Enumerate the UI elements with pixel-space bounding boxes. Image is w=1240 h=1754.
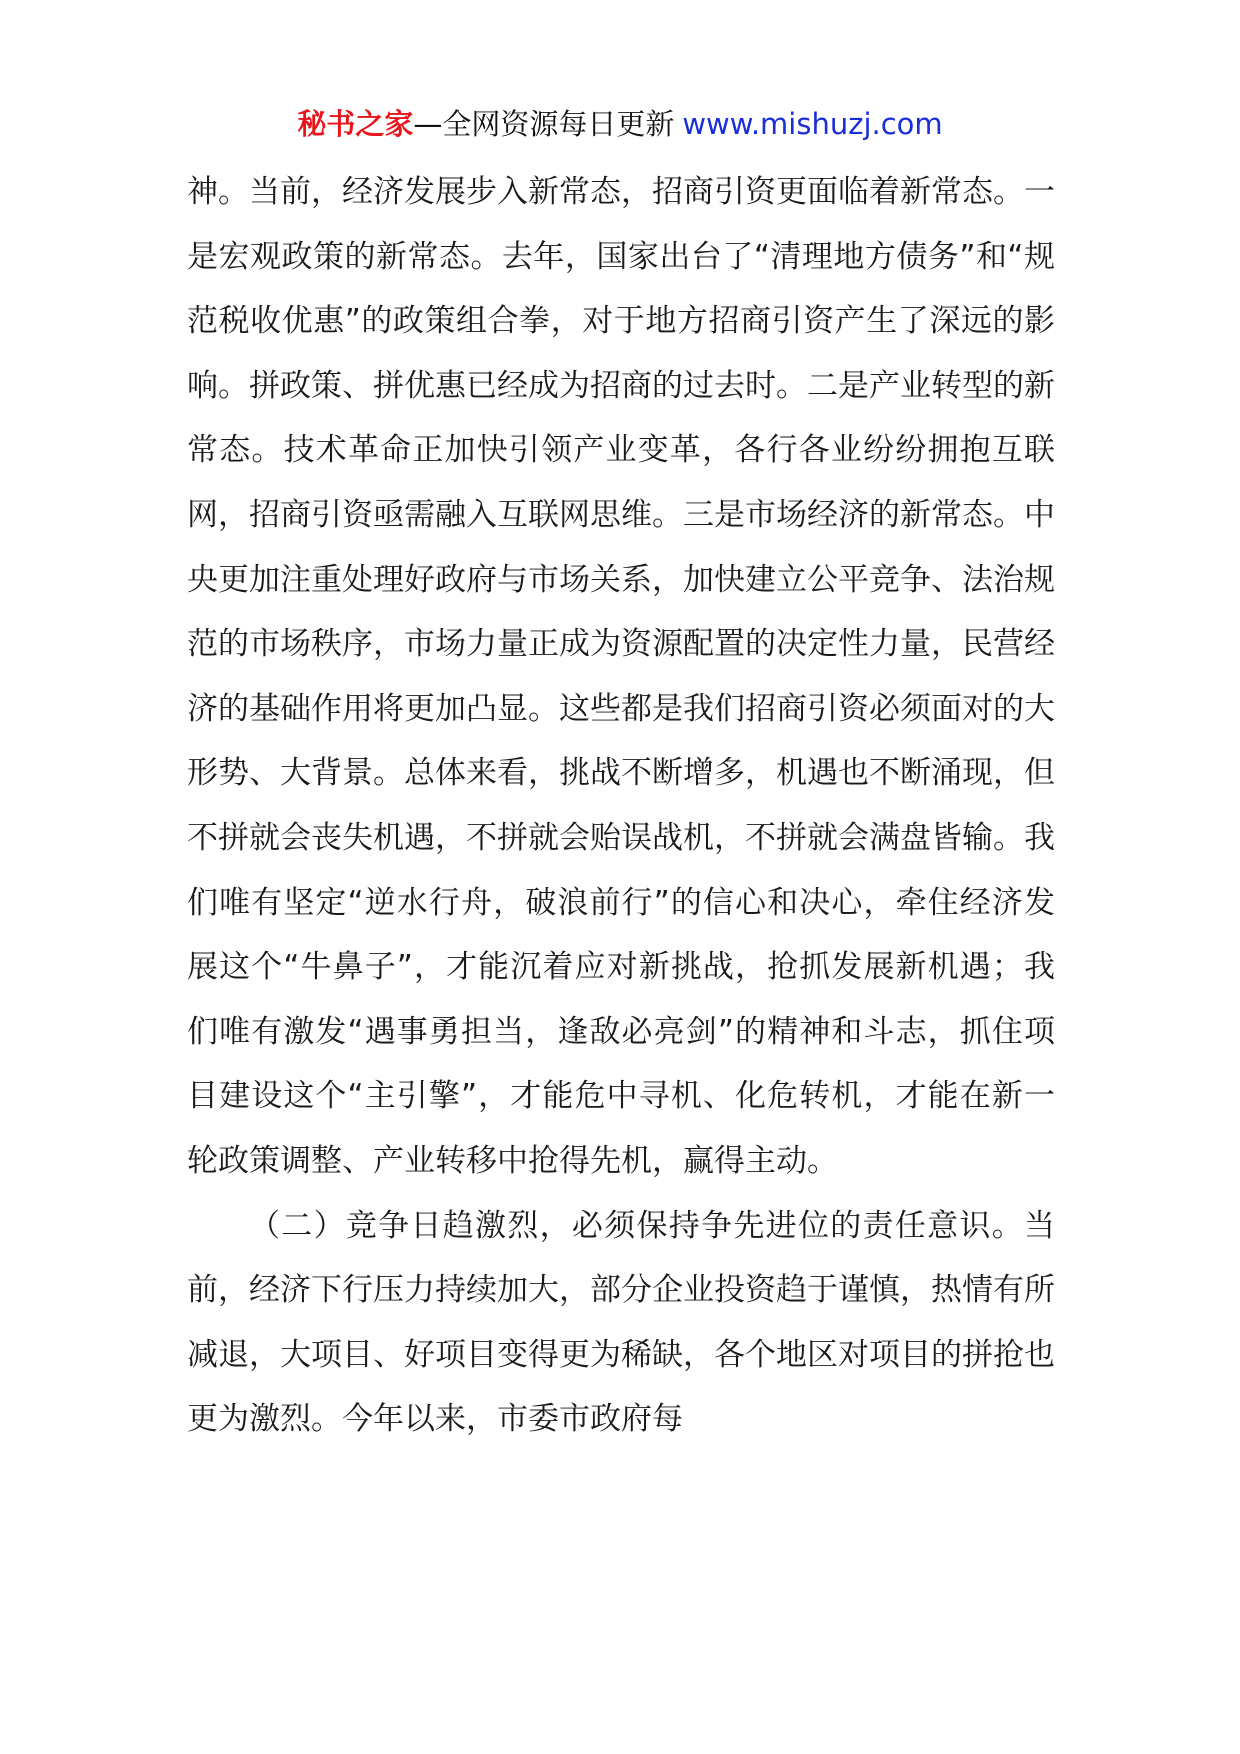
paragraph-1: 神。当前，经济发展步入新常态，招商引资更面临着新常态。一是宏观政策的新常态。去年，国家出台了“清理地方债务”和“规范税收优惠”的政策组合拳，对于地方招商引资产生了深远的影响。拼政策、拼优惠已经成为招商的过去时。二是产业转型的新常态。技术革命正加快引领产业变革，各行各业纷纷拥抱互联网，招商引资亟需融入互联网思维。三是市场经济的新常态。中央更加注重处理好政府与市场关系，加快建立公平竞争、法治规范的市场秩序，市场力量正成为资源配置的决定性力量，民营经济的基础作用将更加凸显。这些都是我们招商引资必须面对的大形势、大背景。总体来看，挑战不断增多，机遇也不断涌现，但不拼就会丧失机遇，不拼就会贻误战机，不拼就会满盘皆输。我们唯有坚定“逆水行舟，破浪前行”的信心和决心，牵住经济发展这个“牛鼻子”，才能沉着应对新挑战，抢抓发展新机遇；我们唯有激发“遇事勇担当，逢敌必亮剑”的精神和斗志，抓住项目建设这个“主引擎”，才能危中寻机、化危转机，才能在新一轮政策调整、产业转移中抢得先机，赢得主动。 bbox=[187, 174, 1055, 1179]
header-tagline: —全网资源每日更新 bbox=[413, 107, 675, 141]
paragraph-2: （二）竞争日趋激烈，必须保持争先进位的责任意识。当前，经济下行压力持续加大，部分企业投资趋于谨慎，热情有所减退，大项目、好项目变得更为稀缺，各个地区对项目的拼抢也更为激烈。今年以来，市委市政府每 bbox=[187, 1207, 1055, 1438]
header-url[interactable]: www.mishuzj.com bbox=[682, 107, 943, 141]
page-header bbox=[0, 104, 1240, 144]
brand-name: 秘书之家 bbox=[297, 107, 414, 141]
document-body bbox=[187, 160, 1055, 1452]
